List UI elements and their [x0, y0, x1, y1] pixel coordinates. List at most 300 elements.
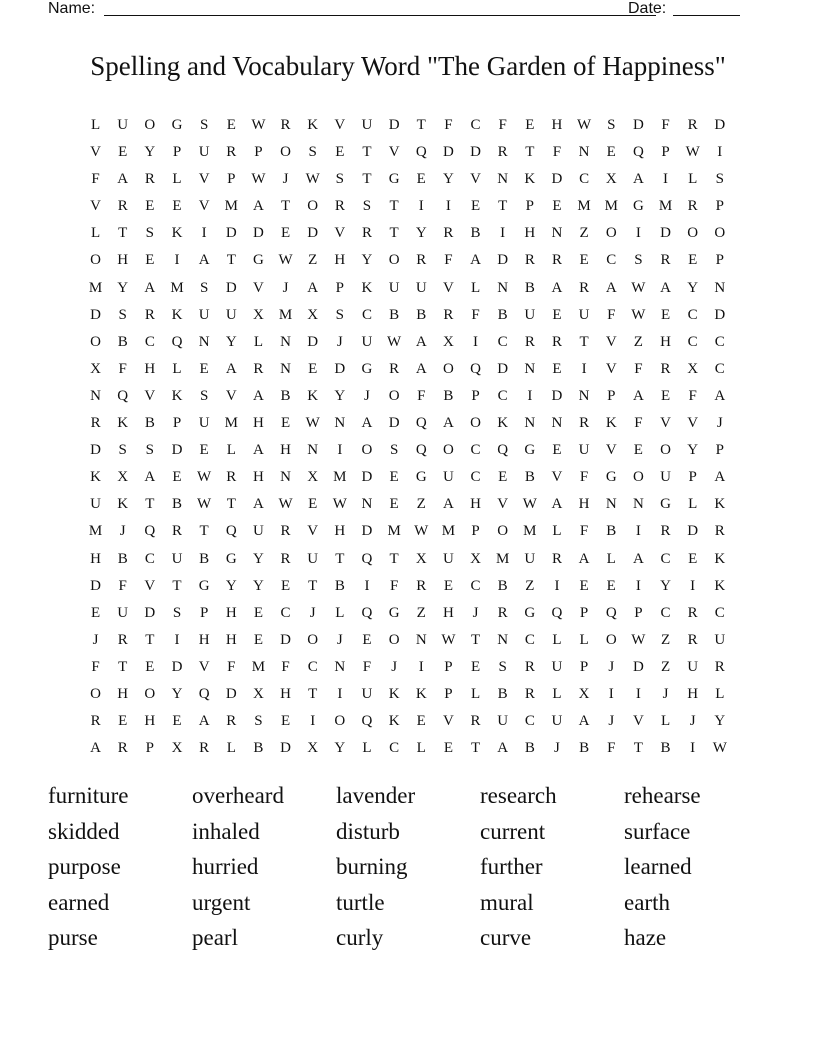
grid-letter: D	[388, 415, 400, 432]
grid-letter: N	[415, 631, 427, 648]
grid-letter: O	[605, 225, 617, 242]
grid-letter: Z	[660, 658, 671, 675]
grid-letter: M	[224, 198, 238, 215]
grid-letter: D	[90, 577, 101, 594]
grid-letter: U	[415, 279, 427, 296]
grid-letter: R	[551, 550, 562, 567]
grid-letter: X	[442, 333, 454, 350]
grid-letter: U	[361, 117, 373, 133]
grid-letter: L	[470, 685, 481, 702]
grid-letter: R	[90, 415, 101, 432]
grid-letter: A	[442, 496, 454, 513]
grid-row	[82, 275, 733, 302]
grid-letter: O	[90, 333, 101, 350]
grid-letter: R	[280, 523, 291, 540]
grid-letter: Q	[415, 415, 427, 432]
grid-letter: A	[632, 550, 644, 567]
grid-letter: J	[336, 333, 343, 350]
grid-letter: N	[551, 415, 563, 432]
grid-letter: J	[119, 523, 126, 540]
grid-letter: U	[307, 550, 319, 567]
grid-letter: N	[605, 496, 617, 513]
grid-letter: U	[687, 658, 699, 675]
grid-letter: P	[715, 442, 724, 459]
grid-letter: J	[608, 713, 615, 730]
grid-letter: R	[551, 333, 562, 350]
grid-letter: R	[226, 713, 237, 730]
grid-letter: N	[307, 442, 319, 459]
grid-letter: T	[308, 577, 318, 594]
grid-letter: Z	[416, 604, 426, 621]
grid-letter: E	[633, 442, 643, 459]
grid-letter: A	[470, 252, 481, 269]
grid-letter: C	[144, 550, 155, 567]
grid-letter: A	[632, 171, 644, 188]
grid-letter: S	[498, 658, 507, 675]
grid-letter: U	[660, 469, 671, 486]
word-bank-item: rehearse	[624, 783, 701, 808]
grid-letter: M	[333, 469, 347, 486]
grid-letter: V	[660, 415, 671, 432]
grid-letter: F	[579, 523, 589, 540]
grid-letter: E	[226, 117, 236, 133]
word-bank-item: further	[480, 854, 543, 879]
grid-letter: D	[144, 604, 156, 621]
grid-letter: G	[415, 469, 427, 486]
grid-letter: R	[687, 198, 698, 215]
word-bank-item: lavender	[336, 783, 416, 808]
grid-letter: V	[605, 442, 617, 459]
grid-letter: C	[660, 604, 671, 621]
grid-letter: V	[442, 279, 454, 296]
grid-letter: J	[608, 658, 615, 675]
grid-letter: E	[606, 577, 616, 594]
grid-letter: Q	[117, 387, 129, 404]
grid-letter: W	[305, 171, 320, 188]
word-bank-item: turtle	[336, 889, 385, 915]
grid-letter: P	[579, 604, 589, 621]
grid-letter: D	[307, 333, 319, 350]
grid-letter: Y	[225, 577, 237, 594]
grid-letter: F	[417, 387, 426, 404]
grid-letter: O	[388, 252, 400, 269]
word-bank-item: overheard	[192, 783, 284, 808]
grid-letter: F	[607, 306, 616, 323]
grid-letter: U	[578, 442, 590, 459]
grid-letter: I	[201, 225, 207, 242]
grid-letter: M	[88, 523, 103, 540]
grid-letter: C	[579, 171, 590, 188]
grid-letter: H	[252, 415, 264, 432]
grid-letter: G	[632, 198, 644, 215]
grid-letter: D	[660, 225, 671, 242]
grid-letter: Q	[225, 523, 237, 540]
grid-letter: E	[552, 360, 562, 377]
name-blank-line	[104, 15, 656, 16]
grid-letter: H	[470, 496, 481, 513]
grid-letter: Y	[442, 171, 454, 188]
grid-letter: Y	[415, 225, 427, 242]
grid-letter: V	[388, 144, 400, 161]
grid-letter: S	[199, 387, 209, 404]
grid-letter: H	[334, 252, 346, 269]
grid-letter: F	[552, 144, 562, 161]
grid-letter: R	[90, 713, 101, 730]
grid-letter: A	[551, 496, 563, 513]
grid-letter: P	[227, 171, 236, 188]
grid-letter: P	[471, 523, 480, 540]
grid-letter: X	[252, 306, 264, 323]
grid-letter: R	[579, 279, 590, 296]
grid-letter: E	[443, 740, 453, 757]
grid-letter: H	[252, 469, 264, 486]
grid-letter: O	[442, 442, 454, 459]
grid-letter: G	[524, 604, 536, 621]
word-bank-item: curve	[480, 925, 532, 950]
grid-letter: D	[714, 117, 726, 133]
grid-letter: R	[524, 685, 535, 702]
grid-letter: L	[226, 740, 236, 757]
grid-letter: A	[252, 442, 264, 459]
grid-letter: N	[497, 631, 509, 648]
grid-letter: U	[361, 685, 373, 702]
grid-letter: A	[415, 360, 427, 377]
grid-letter: K	[361, 279, 373, 296]
grid-letter: E	[579, 577, 589, 594]
grid-letter: H	[225, 631, 237, 648]
word-bank-item: mural	[480, 889, 534, 915]
grid-letter: E	[660, 306, 671, 323]
grid-letter: S	[362, 198, 372, 215]
grid-letter: A	[252, 496, 264, 513]
grid-letter: D	[171, 442, 183, 459]
grid-letter: E	[552, 198, 562, 215]
grid-letter: O	[632, 469, 644, 486]
grid-letter: P	[715, 198, 724, 215]
grid-letter: U	[171, 550, 183, 567]
grid-letter: T	[633, 740, 643, 757]
grid-letter: R	[144, 171, 155, 188]
grid-letter: R	[497, 144, 508, 161]
grid-letter: S	[118, 442, 127, 459]
grid-row	[82, 220, 733, 247]
grid-letter: A	[714, 387, 726, 404]
grid-letter: T	[498, 198, 508, 215]
grid-letter: P	[444, 658, 453, 675]
grid-letter: F	[634, 415, 643, 432]
word-bank-item: earned	[48, 889, 110, 915]
grid-letter: J	[716, 415, 723, 432]
grid-letter: G	[198, 577, 210, 594]
grid-letter: C	[144, 333, 155, 350]
grid-letter: U	[442, 469, 454, 486]
grid-letter: U	[714, 631, 726, 648]
worksheet-title: Spelling and Vocabulary Word "The Garden of Happiness"	[90, 51, 726, 81]
grid-letter: J	[364, 387, 370, 404]
grid-letter: S	[634, 252, 643, 269]
grid-letter: I	[717, 144, 723, 161]
grid-letter: D	[470, 144, 481, 161]
grid-row	[82, 410, 733, 437]
grid-letter: D	[361, 469, 373, 486]
grid-letter: R	[579, 415, 590, 432]
grid-letter: W	[685, 144, 700, 161]
grid-letter: L	[90, 225, 101, 242]
grid-letter: I	[554, 577, 560, 594]
grid-letter: E	[280, 577, 291, 594]
grid-letter: Q	[415, 144, 427, 161]
grid-letter: N	[90, 387, 101, 404]
grid-letter: L	[470, 279, 481, 296]
grid-letter: X	[415, 550, 427, 567]
grid-letter: P	[661, 144, 670, 161]
grid-letter: B	[497, 306, 508, 323]
grid-row	[82, 681, 733, 708]
grid-row	[82, 491, 733, 518]
grid-letter: K	[307, 387, 319, 404]
grid-letter: R	[524, 658, 535, 675]
grid-letter: Y	[144, 144, 156, 161]
grid-letter: E	[172, 469, 182, 486]
grid-letter: P	[444, 685, 453, 702]
grid-letter: W	[251, 171, 266, 188]
grid-letter: T	[579, 333, 589, 350]
grid-letter: W	[631, 279, 646, 296]
grid-letter: P	[579, 658, 589, 675]
grid-letter: B	[660, 740, 671, 757]
grid-letter: E	[280, 415, 291, 432]
grid-letter: D	[632, 117, 644, 133]
grid-letter: H	[551, 117, 563, 133]
grid-letter: H	[144, 360, 156, 377]
grid-letter: N	[280, 469, 291, 486]
grid-letter: U	[117, 604, 129, 621]
grid-letter: Q	[415, 442, 427, 459]
grid-letter: U	[198, 415, 210, 432]
grid-letter: G	[171, 117, 183, 133]
grid-letter: D	[252, 225, 264, 242]
grid-letter: B	[416, 306, 427, 323]
grid-letter: B	[280, 387, 291, 404]
grid-row	[82, 627, 733, 654]
grid-letter: V	[334, 225, 346, 242]
grid-letter: R	[334, 198, 345, 215]
grid-letter: F	[688, 387, 697, 404]
grid-letter: I	[174, 631, 180, 648]
grid-letter: I	[310, 713, 316, 730]
grid-letter: D	[225, 685, 237, 702]
grid-letter: M	[224, 415, 238, 432]
word-bank-item: surface	[624, 818, 691, 844]
grid-letter: D	[225, 225, 237, 242]
grid-letter: T	[362, 144, 372, 161]
grid-letter: L	[416, 740, 426, 757]
grid-letter: R	[660, 252, 671, 269]
grid-letter: P	[715, 252, 724, 269]
grid-letter: S	[389, 442, 399, 459]
grid-letter: W	[197, 496, 212, 513]
grid-letter: G	[361, 360, 373, 377]
grid-letter: O	[90, 685, 101, 702]
grid-letter: I	[337, 685, 343, 702]
grid-letter: B	[334, 577, 345, 594]
grid-letter: B	[253, 740, 264, 757]
grid-letter: I	[690, 740, 696, 757]
grid-letter: O	[144, 117, 156, 133]
grid-letter: W	[414, 523, 429, 540]
grid-letter: C	[714, 360, 725, 377]
grid-letter: K	[117, 496, 129, 513]
grid-letter: I	[581, 360, 587, 377]
grid-letter: A	[252, 387, 264, 404]
grid-letter: U	[524, 306, 536, 323]
grid-letter: B	[579, 740, 590, 757]
grid-letter: F	[91, 171, 100, 188]
grid-letter: H	[280, 685, 291, 702]
grid-letter: N	[280, 333, 291, 350]
grid-letter: E	[579, 252, 589, 269]
grid-letter: E	[199, 442, 209, 459]
grid-letter: D	[90, 306, 101, 323]
grid-letter: J	[391, 658, 398, 675]
grid-letter: T	[308, 685, 318, 702]
grid-letter: N	[497, 171, 509, 188]
grid-letter: D	[307, 225, 319, 242]
grid-letter: E	[280, 713, 291, 730]
grid-letter: E	[308, 496, 318, 513]
grid-letter: C	[687, 306, 698, 323]
grid-letter: R	[280, 550, 291, 567]
grid-letter: R	[714, 658, 725, 675]
grid-letter: F	[661, 117, 670, 133]
grid-letter: I	[635, 225, 641, 242]
grid-row	[82, 573, 733, 600]
word-bank-item: inhaled	[192, 818, 260, 844]
grid-letter: F	[444, 252, 453, 269]
grid-letter: O	[307, 198, 319, 215]
grid-letter: B	[606, 523, 617, 540]
grid-letter: T	[470, 631, 481, 648]
grid-letter: U	[198, 144, 210, 161]
grid-letter: E	[280, 225, 291, 242]
grid-letter: V	[144, 387, 156, 404]
grid-letter: Q	[171, 333, 183, 350]
grid-letter: R	[660, 523, 671, 540]
grid-letter: G	[388, 171, 400, 188]
grid-letter: A	[551, 279, 563, 296]
grid-letter: V	[497, 496, 509, 513]
grid-letter: P	[172, 415, 182, 432]
grid-letter: C	[714, 333, 725, 350]
grid-letter: B	[524, 279, 535, 296]
grid-row	[82, 193, 733, 220]
grid-letter: I	[635, 523, 641, 540]
grid-letter: F	[118, 577, 127, 594]
grid-letter: Q	[497, 442, 509, 459]
grid-letter: X	[307, 469, 319, 486]
grid-row	[82, 437, 733, 464]
grid-letter: V	[632, 713, 644, 730]
grid-letter: P	[172, 144, 182, 161]
grid-letter: G	[252, 252, 264, 269]
grid-letter: S	[607, 117, 616, 133]
grid-letter: R	[687, 604, 698, 621]
grid-row	[82, 247, 733, 274]
grid-letter: G	[388, 604, 400, 621]
grid-letter: R	[361, 225, 372, 242]
grid-letter: T	[416, 117, 426, 133]
grid-letter: D	[714, 306, 726, 323]
grid-letter: E	[90, 604, 101, 621]
grid-letter: S	[715, 171, 724, 188]
grid-letter: P	[471, 387, 480, 404]
grid-letter: D	[497, 360, 509, 377]
grid-letter: A	[578, 713, 590, 730]
grid-letter: D	[687, 523, 699, 540]
date-label: Date:	[628, 0, 667, 17]
grid-letter: J	[689, 713, 696, 730]
grid-letter: R	[280, 117, 291, 133]
grid-letter: E	[145, 658, 155, 675]
grid-row	[82, 329, 733, 356]
grid-letter: U	[117, 117, 129, 133]
grid-letter: R	[687, 117, 698, 133]
grid-letter: C	[470, 577, 481, 594]
grid-letter: E	[172, 713, 182, 730]
grid-letter: C	[606, 252, 617, 269]
grid-letter: Y	[687, 279, 699, 296]
grid-letter: L	[90, 117, 101, 133]
date-blank-line	[673, 15, 740, 16]
grid-letter: X	[578, 685, 590, 702]
grid-letter: U	[90, 496, 101, 513]
grid-letter: W	[251, 117, 266, 133]
grid-letter: K	[90, 469, 101, 486]
grid-letter: K	[497, 415, 509, 432]
grid-letter: Y	[252, 550, 264, 567]
grid-letter: H	[660, 333, 671, 350]
grid-letter: O	[388, 387, 400, 404]
grid-letter: A	[90, 740, 101, 757]
grid-letter: T	[525, 144, 535, 161]
grid-letter: Q	[632, 144, 644, 161]
grid-letter: N	[334, 658, 346, 675]
word-bank-item: haze	[624, 925, 667, 950]
grid-letter: I	[500, 225, 506, 242]
grid-letter: E	[253, 631, 263, 648]
grid-letter: A	[714, 469, 726, 486]
grid-letter: N	[524, 360, 536, 377]
grid-letter: J	[336, 631, 343, 648]
word-bank-item: hurried	[192, 854, 259, 879]
grid-letter: U	[524, 550, 536, 567]
grid-letter: U	[361, 333, 373, 350]
grid-letter: W	[577, 117, 592, 133]
grid-letter: T	[470, 740, 481, 757]
grid-letter: V	[334, 117, 346, 133]
grid-row	[82, 139, 733, 166]
grid-letter: R	[687, 631, 698, 648]
grid-letter: V	[687, 415, 699, 432]
grid-letter: V	[198, 198, 210, 215]
grid-letter: R	[171, 523, 182, 540]
grid-letter: O	[361, 442, 373, 459]
grid-letter: O	[660, 442, 671, 459]
grid-letter: W	[441, 631, 456, 648]
word-bank-item: curly	[336, 925, 384, 950]
grid-letter: F	[227, 658, 236, 675]
grid-letter: P	[634, 604, 643, 621]
